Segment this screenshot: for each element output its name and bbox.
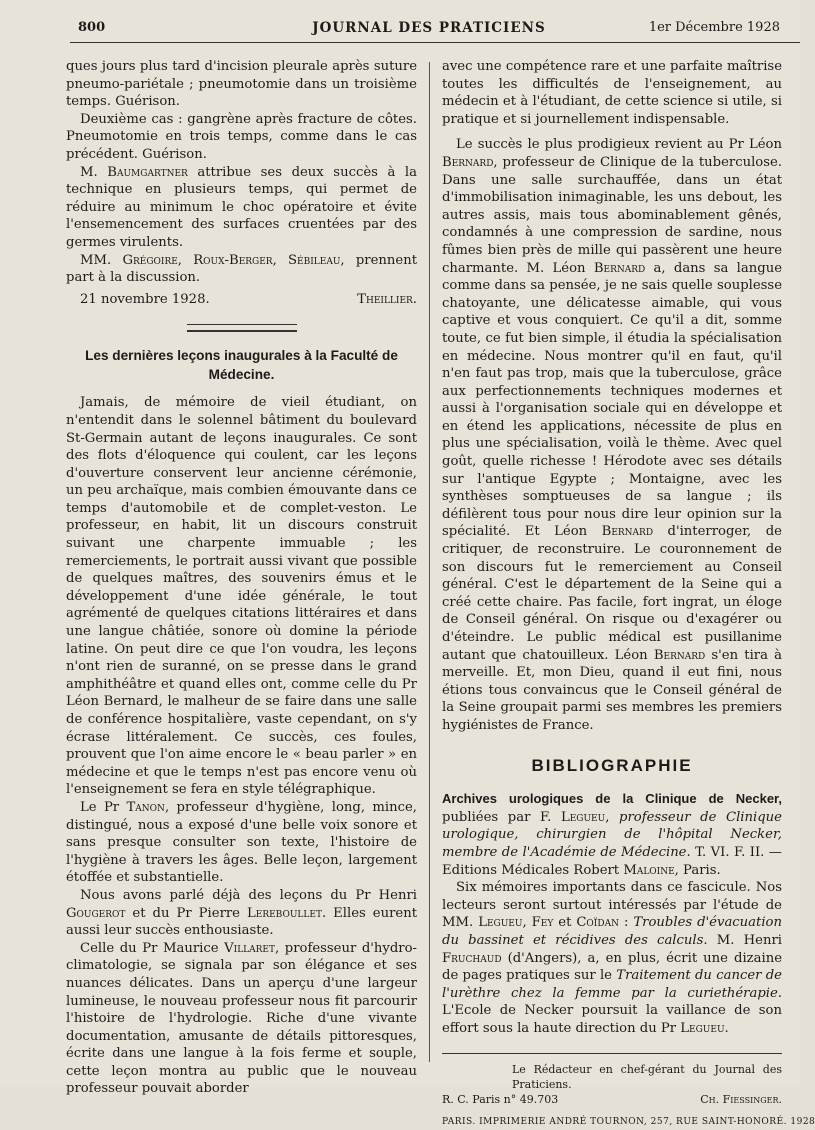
journal-title: JOURNAL DES PRATICIENS — [312, 20, 546, 36]
running-header — [78, 20, 780, 40]
bibliography-title: Archives urologiques de la Clinique de Necker, — [442, 791, 782, 807]
header-rule — [70, 42, 800, 43]
paragraph: Le Pr Tanon, professeur d'hygiène, long, mince, distingué, nous a exposé d'une belle voix sonore et sans presque consulter son texte, l'histoire de l'hygiène à travers les âges. Belle leçon, largement étoffée et substantielle. — [66, 799, 417, 886]
registry-number: R. C. Paris n° 49.703 — [442, 1093, 559, 1107]
paragraph: Nous avons parlé déjà des leçons du Pr Henri Gougerot et du Pr Pierre Lereboullet. Elles eurent aussi leur succès enthousiaste. — [66, 887, 417, 939]
signature-date: 21 novembre 1928. — [80, 291, 210, 307]
signature-author: Theillier. — [357, 291, 417, 307]
signature-line — [66, 291, 417, 309]
paragraph: avec une compétence rare et une parfaite maîtrise toutes les difficultés de l'enseignement, au médecin et à l'étudiant, de cette science si utile, si pratique et si journellement indispensable. — [442, 59, 782, 127]
paragraph: MM. Grégoire, Roux-Berger, Sébileau, prennent part à la discussion. — [66, 252, 417, 286]
paragraph: M. Baumgartner attribue ses deux succès à la technique en plusieurs temps, qui permet de réduire au minimum le choc opératoire et évite l'ensemencement des surfaces cruentées par des germes virulents. — [66, 164, 417, 250]
author-names: Grégoire, Roux-Berger, Sébileau — [122, 252, 341, 268]
editor-line: Le Rédacteur en chef-gérant du Journal des Praticiens. — [512, 1063, 782, 1092]
printer-imprint: PARIS. IMPRIMERIE ANDRÉ TOURNON, 257, RUE SAINT-HONORÉ. 1928 — [442, 1117, 815, 1128]
editor-name: Ch. Fiessinger. — [700, 1093, 782, 1107]
bibliography-heading: BIBLIOGRAPHIE — [531, 755, 693, 775]
paragraph: ques jours plus tard d'incision pleurale après suture pneumo-pariétale ; pneumotomie dans un troisième temps. Guérison. — [66, 59, 417, 110]
paragraph: Celle du Pr Maurice Villaret, professeur d'hydro-climatologie, se signala par son élégance et ses nuances délicates. Dans un aperçu d'une largeur lumineuse, le nouveau professeur nous fit parcourir l'histoire de l'hydrologie. Riche d'une vivante documentation, amusante de détails pittoresques, écrite dans une langue à la fois ferme et souple, cette leçon montra au public que le nouveau professeur pouvait aborder — [66, 940, 417, 1097]
paragraph: Six mémoires importants dans ce fascicule. Nos lecteurs seront surtout intéressés par l'étude de MM. Legueu, Fey et Coïdan : Troubles d'évacuation du bassinet et récidives des calculs. M. Henri Fruchaud (d'Angers), a, en plus, écrit une dizaine de pages pratiques sur le Traitement du cancer de l'urèthre chez la femme par la curiethérapie. L'Ecole de Necker poursuit la vaillance de son effort sous la haute direction du Pr Legueu. — [442, 880, 782, 1036]
issue-date: 1er Décembre 1928 — [648, 20, 780, 35]
author-name: Baumgartner — [107, 164, 188, 180]
section-separator — [187, 324, 297, 332]
article-title: Les dernières leçons inaugurales à la Faculté de Médecine. — [85, 348, 398, 383]
bibliography-entry: Archives urologiques de la Clinique de Necker, publiées par F. Legueu, professeur de Clinique urologique, chirurgien de l'hôpital Necker, membre de l'Académie de Médecine. T. VI. F. II. — Editions Médicales Robert Maloine, Paris. — [442, 791, 782, 878]
right-column — [442, 58, 815, 1130]
page-number: 800 — [78, 20, 106, 35]
column-divider — [429, 62, 430, 1062]
footer-rule — [442, 1053, 782, 1054]
left-column — [66, 58, 417, 1098]
paragraph: Le succès le plus prodigieux revient au Pr Léon Bernard, professeur de Clinique de la tuberculose. Dans une salle surchauffée, dans un état d'immobilisation inimaginable, les uns debout, les autres assis, mais tous abominablement gênés, condamnés à une compression de sardine, nous fûmes bien près de mille qui passèrent une heure charmante. M. Léon Bernard a, dans sa langue comme dans sa pensée, je ne sais quelle souplesse chatoyante, une délicatesse aimable, qui vous captive et vous conquiert. Ce qu'il a dit, somme toute, ce fut bien simple, il étudia la spécialisation en médecine. Nous montrer qu'il en faut, qu'il n'en faut pas trop, mais que la tuberculose, grâce aux perfectionnements techniques modernes et aussi à l'organisation sociale qui en développe et en étend les applications, nécessite de plus en plus une spécialisation, voilà le thème. Avec quel goût, quelle richesse ! Hérodote avec ses détails sur l'antique Egypte ; Montaigne, avec les synthèses somptueuses de sa langue ; ils défilèrent tous pour nous dire leur opinion sur la spécialité. Et Léon Bernard d'interroger, de critiquer, de reconstruire. Le couronnement de son discours fut le remerciement au Conseil général. C'est le département de la Seine qui a créé cette chaire. Pas facile, fort ingrat, un éloge de Conseil général. On risque ou d'exagérer ou d'éteindre. Le public médical est pusillanime autant que chatouilleux. Léon Bernard s'en tira à merveille. Et, mon Dieu, quand il eut fini, nous étions tous convaincus que le Conseil général de la Seine groupait parmi ses membres les premiers hygiénistes de France. — [442, 137, 782, 733]
colophon — [442, 1062, 815, 1130]
paragraph: Deuxième cas : gangrène après fracture de côtes. Pneumotomie en trois temps, comme dans le cas précédent. Guérison. — [66, 111, 417, 162]
paragraph: Jamais, de mémoire de vieil étudiant, on n'entendit dans le solennel bâtiment du boulevard St-Germain autant de leçons inaugurales. Ce sont des flots d'éloquence qui coulent, car les leçons d'ouverture conservent leur ancienne cérémonie, un peu archaïque, mais combien émouvante dans ce temps d'automobile et de complet-veston. Le professeur, en habit, lit un discours construit suivant une charpente immuable ; les remerciements, le portrait aussi vivant que possible de quelques maîtres, des souvenirs émus et le développement d'une idée générale, le tout agrémenté de quelques citations littéraires et dans une langue châtiée, sonore où domine la période latine. On peut dire ce que l'on voudra, les leçons n'ont rien de suranné, on se presse dans le grand amphithéâtre et quand elles ont, comme celle du Pr Léon Bernard, le malheur de se faire dans une salle de conférence hospitalière, vaste cependant, on s'y écrase littéralement. Ce succès, ces foules, prouvent que l'on aime encore le « beau parler » en médecine et que le temps n'est pas encore venu où l'enseignement se fera en style télégraphique. — [66, 395, 417, 798]
